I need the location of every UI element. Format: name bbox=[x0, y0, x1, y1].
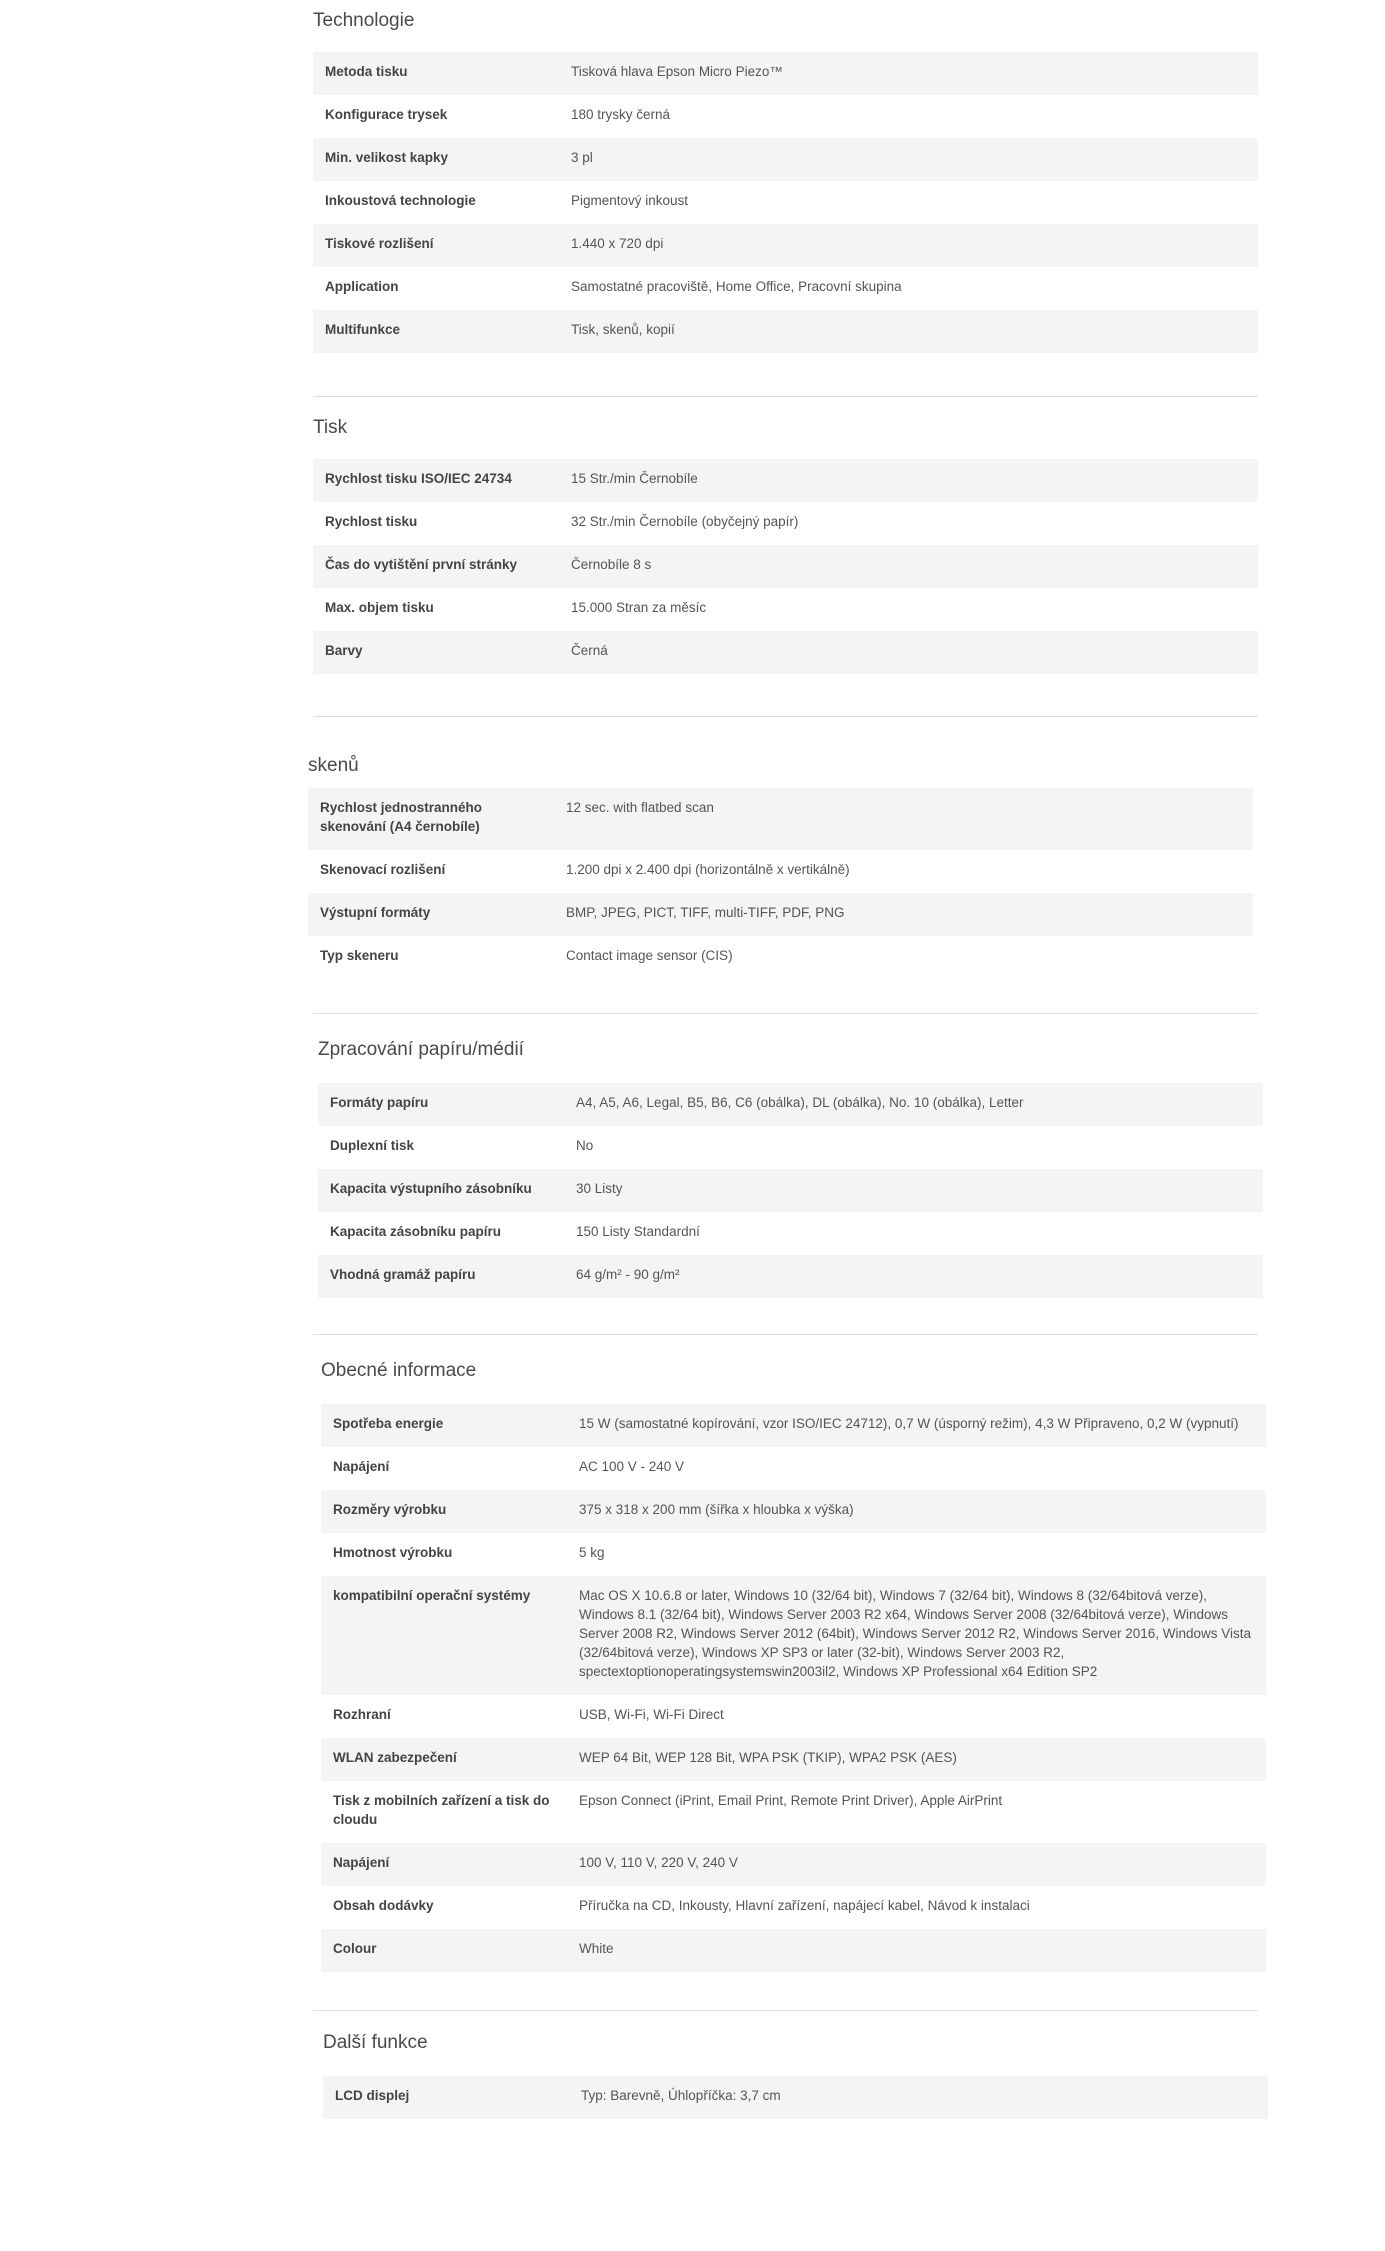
section-divider bbox=[313, 716, 1258, 717]
spec-table bbox=[313, 52, 1258, 353]
spec-value: 32 Str./min Černobíle (obyčejný papír) bbox=[571, 514, 799, 529]
spec-row bbox=[308, 850, 1253, 893]
spec-row bbox=[313, 138, 1258, 181]
spec-label: Rozhraní bbox=[333, 1707, 391, 1722]
section-title: Obecné informace bbox=[321, 1360, 477, 1381]
spec-value: Černá bbox=[559, 631, 1258, 674]
spec-label: Multifunkce bbox=[313, 310, 559, 353]
spec-value: No bbox=[576, 1138, 594, 1153]
spec-row bbox=[313, 181, 1258, 224]
spec-row bbox=[308, 936, 1253, 979]
spec-row bbox=[318, 1212, 1263, 1255]
spec-value: Tisková hlava Epson Micro Piezo™ bbox=[559, 52, 1258, 95]
section-title: Zpracování papíru/médií bbox=[318, 1039, 524, 1060]
section-title: Další funkce bbox=[323, 2032, 428, 2053]
spec-label: Vhodná gramáž papíru bbox=[318, 1255, 564, 1298]
spec-value: White bbox=[567, 1929, 1266, 1972]
spec-label: Barvy bbox=[313, 631, 559, 674]
spec-value: 100 V, 110 V, 220 V, 240 V bbox=[567, 1843, 1266, 1886]
spec-row bbox=[323, 2076, 1268, 2119]
spec-value: 15 Str./min Černobíle bbox=[559, 459, 1258, 502]
spec-value: A4, A5, A6, Legal, B5, B6, C6 (obálka), DL (obálka), No. 10 (obálka), Letter bbox=[564, 1083, 1263, 1126]
spec-row bbox=[313, 545, 1258, 588]
spec-value: 30 Listy bbox=[564, 1169, 1263, 1212]
spec-value: Mac OS X 10.6.8 or later, Windows 10 (32/64 bit), Windows 7 (32/64 bit), Windows 8 (32/64bitová verze), Windows 8.1 (32/64 bit), Windows Server 2003 R2 x64, Windows Server 2008 (32/64bitová verze), Windows Server 2008 R2, Windows Server 2012 (64bit), Windows Server 2012 R2, Windows Server 2016, Windows Vista (32/64bitová verze), Windows XP SP3 or later (32-bit), Windows Server 2003 R2, spectextoptionoperatingsystemswin2003il2, Windows XP Professional x64 Edition SP2 bbox=[567, 1576, 1266, 1695]
spec-label: Napájení bbox=[321, 1843, 567, 1886]
spec-label: WLAN zabezpečení bbox=[321, 1738, 567, 1781]
spec-label: Application bbox=[325, 279, 399, 294]
section-divider bbox=[313, 1334, 1258, 1335]
spec-label: Rychlost tisku bbox=[325, 514, 418, 529]
section-title: Tisk bbox=[313, 417, 348, 438]
spec-label: Čas do vytištění první stránky bbox=[313, 545, 559, 588]
spec-row bbox=[318, 1169, 1263, 1212]
section-divider bbox=[313, 396, 1258, 397]
spec-row bbox=[321, 1447, 1266, 1490]
spec-label: Duplexní tisk bbox=[330, 1138, 415, 1153]
spec-value: Typ: Barevně, Úhlopříčka: 3,7 cm bbox=[569, 2076, 1268, 2119]
spec-value: 150 Listy Standardní bbox=[576, 1224, 700, 1239]
spec-row bbox=[321, 1490, 1266, 1533]
spec-value: 15.000 Stran za měsíc bbox=[571, 600, 707, 615]
spec-row bbox=[321, 1576, 1266, 1695]
spec-label: Konfigurace trysek bbox=[325, 107, 448, 122]
spec-label: Min. velikost kapky bbox=[313, 138, 559, 181]
section-title: Technologie bbox=[313, 10, 415, 31]
spec-value: USB, Wi-Fi, Wi-Fi Direct bbox=[579, 1707, 724, 1722]
spec-label: Hmotnost výrobku bbox=[333, 1545, 453, 1560]
section-obecne-informace bbox=[321, 1350, 1266, 1972]
spec-row bbox=[318, 1083, 1263, 1126]
spec-label: Colour bbox=[321, 1929, 567, 1972]
spec-row bbox=[313, 588, 1258, 631]
spec-row bbox=[321, 1738, 1266, 1781]
spec-row bbox=[321, 1781, 1266, 1843]
spec-label: LCD displej bbox=[323, 2076, 569, 2119]
section-divider bbox=[313, 1013, 1258, 1014]
spec-value: BMP, JPEG, PICT, TIFF, multi-TIFF, PDF, PNG bbox=[554, 893, 1253, 936]
section-dalsi-funkce bbox=[323, 2022, 1268, 2119]
spec-label: Tisk z mobilních zařízení a tisk do cloudu bbox=[333, 1793, 550, 1827]
spec-label: kompatibilní operační systémy bbox=[321, 1576, 567, 1695]
spec-table bbox=[321, 1404, 1266, 1972]
spec-table bbox=[318, 1083, 1263, 1298]
spec-value: 64 g/m² - 90 g/m² bbox=[564, 1255, 1263, 1298]
spec-label: Skenovací rozlišení bbox=[320, 862, 446, 877]
spec-value: Tisk, skenů, kopií bbox=[559, 310, 1258, 353]
spec-label: Inkoustová technologie bbox=[325, 193, 476, 208]
spec-row bbox=[321, 1843, 1266, 1886]
spec-label: Max. objem tisku bbox=[325, 600, 434, 615]
spec-value: 1.440 x 720 dpi bbox=[559, 224, 1258, 267]
spec-row bbox=[313, 267, 1258, 310]
spec-label: Tiskové rozlišení bbox=[313, 224, 559, 267]
spec-value: 375 x 318 x 200 mm (šířka x hloubka x výška) bbox=[567, 1490, 1266, 1533]
spec-value: Černobíle 8 s bbox=[559, 545, 1258, 588]
spec-label: Výstupní formáty bbox=[308, 893, 554, 936]
spec-value: 1.200 dpi x 2.400 dpi (horizontálně x vertikálně) bbox=[566, 862, 850, 877]
section-technologie bbox=[313, 0, 1258, 353]
spec-table bbox=[313, 459, 1258, 674]
spec-label: Spotřeba energie bbox=[321, 1404, 567, 1447]
spec-row bbox=[313, 224, 1258, 267]
spec-row bbox=[321, 1533, 1266, 1576]
spec-row bbox=[313, 459, 1258, 502]
spec-row bbox=[313, 631, 1258, 674]
spec-value: 12 sec. with flatbed scan bbox=[554, 788, 1253, 850]
spec-value: 15 W (samostatné kopírování, vzor ISO/IEC 24712), 0,7 W (úsporný režim), 4,3 W Připraveno, 0,2 W (vypnutí) bbox=[567, 1404, 1266, 1447]
spec-label: Kapacita zásobníku papíru bbox=[330, 1224, 502, 1239]
spec-value: Příručka na CD, Inkousty, Hlavní zařízení, napájecí kabel, Návod k instalaci bbox=[579, 1898, 1030, 1913]
spec-row bbox=[308, 893, 1253, 936]
section-divider bbox=[313, 2010, 1258, 2011]
spec-table bbox=[323, 2076, 1268, 2119]
spec-row bbox=[313, 52, 1258, 95]
section-zpracovani-papiru bbox=[318, 1029, 1263, 1298]
spec-row bbox=[321, 1929, 1266, 1972]
spec-value: Contact image sensor (CIS) bbox=[566, 948, 733, 963]
spec-label: Rozměry výrobku bbox=[321, 1490, 567, 1533]
spec-row bbox=[313, 95, 1258, 138]
spec-label: Typ skeneru bbox=[320, 948, 399, 963]
spec-value: Samostatné pracoviště, Home Office, Pracovní skupina bbox=[571, 279, 902, 294]
spec-row bbox=[321, 1886, 1266, 1929]
spec-row bbox=[318, 1126, 1263, 1169]
spec-row bbox=[318, 1255, 1263, 1298]
spec-row bbox=[308, 788, 1253, 850]
spec-label: Formáty papíru bbox=[318, 1083, 564, 1126]
spec-label: Rychlost jednostranného skenování (A4 černobíle) bbox=[308, 788, 554, 850]
spec-label: Rychlost tisku ISO/IEC 24734 bbox=[313, 459, 559, 502]
spec-value: Pigmentový inkoust bbox=[571, 193, 689, 208]
spec-row bbox=[313, 310, 1258, 353]
spec-label: Napájení bbox=[333, 1459, 390, 1474]
section-tisk bbox=[313, 407, 1258, 674]
spec-value: 3 pl bbox=[559, 138, 1258, 181]
spec-label: Kapacita výstupního zásobníku bbox=[318, 1169, 564, 1212]
spec-value: AC 100 V - 240 V bbox=[579, 1459, 685, 1474]
spec-table bbox=[308, 788, 1253, 979]
spec-value: 180 trysky černá bbox=[571, 107, 671, 122]
spec-value: 5 kg bbox=[579, 1545, 605, 1560]
section-title: skenů bbox=[308, 755, 359, 776]
spec-row bbox=[313, 502, 1258, 545]
spec-row bbox=[321, 1695, 1266, 1738]
spec-label: Metoda tisku bbox=[313, 52, 559, 95]
section-skenu bbox=[308, 745, 1253, 979]
spec-label: Obsah dodávky bbox=[333, 1898, 434, 1913]
spec-row bbox=[321, 1404, 1266, 1447]
spec-value: WEP 64 Bit, WEP 128 Bit, WPA PSK (TKIP), WPA2 PSK (AES) bbox=[567, 1738, 1266, 1781]
spec-value: Epson Connect (iPrint, Email Print, Remote Print Driver), Apple AirPrint bbox=[579, 1793, 1003, 1808]
